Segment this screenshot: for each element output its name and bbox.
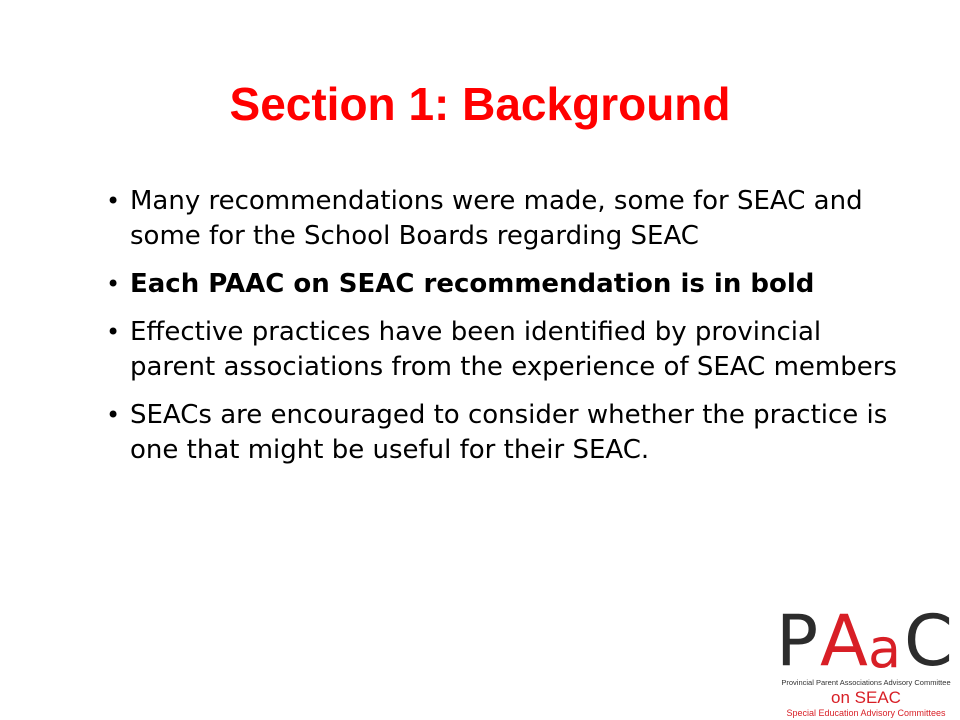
- bullet-dot-icon: •: [106, 401, 121, 429]
- logo-wordmark: [776, 600, 956, 682]
- logo-letter-p: P: [776, 600, 819, 682]
- paac-logo: [776, 600, 956, 720]
- bullet-item: [104, 315, 904, 385]
- bullet-item: [104, 267, 904, 302]
- bullet-item: [104, 398, 904, 468]
- slide-title: Section 1: Background: [229, 78, 731, 130]
- bullet-text: SEACs are encouraged to consider whether the practice is one that might be useful for their SEAC.: [130, 400, 888, 465]
- bullet-dot-icon: •: [106, 318, 121, 346]
- bullet-list: [104, 184, 904, 481]
- bullet-dot-icon: •: [106, 270, 121, 298]
- bullet-text: Many recommendations were made, some for SEAC and some for the School Boards regarding SEAC: [130, 186, 863, 251]
- logo-subline: Special Education Advisory Committees: [786, 708, 946, 718]
- logo-tagline: Provincial Parent Associations Advisory Committee: [781, 678, 951, 687]
- logo-letter-c: C: [904, 600, 953, 682]
- bullet-item: [104, 184, 904, 254]
- bullet-dot-icon: •: [106, 187, 121, 215]
- bullet-text: Each PAAC on SEAC recommendation is in bold: [130, 269, 815, 299]
- bullet-text: Effective practices have been identified by provincial parent associations from the experience of SEAC members: [130, 317, 897, 382]
- logo-on-seac: on SEAC: [831, 688, 901, 707]
- logo-letter-a-upper: A: [820, 600, 868, 682]
- logo-letter-a-lower: a: [868, 617, 902, 680]
